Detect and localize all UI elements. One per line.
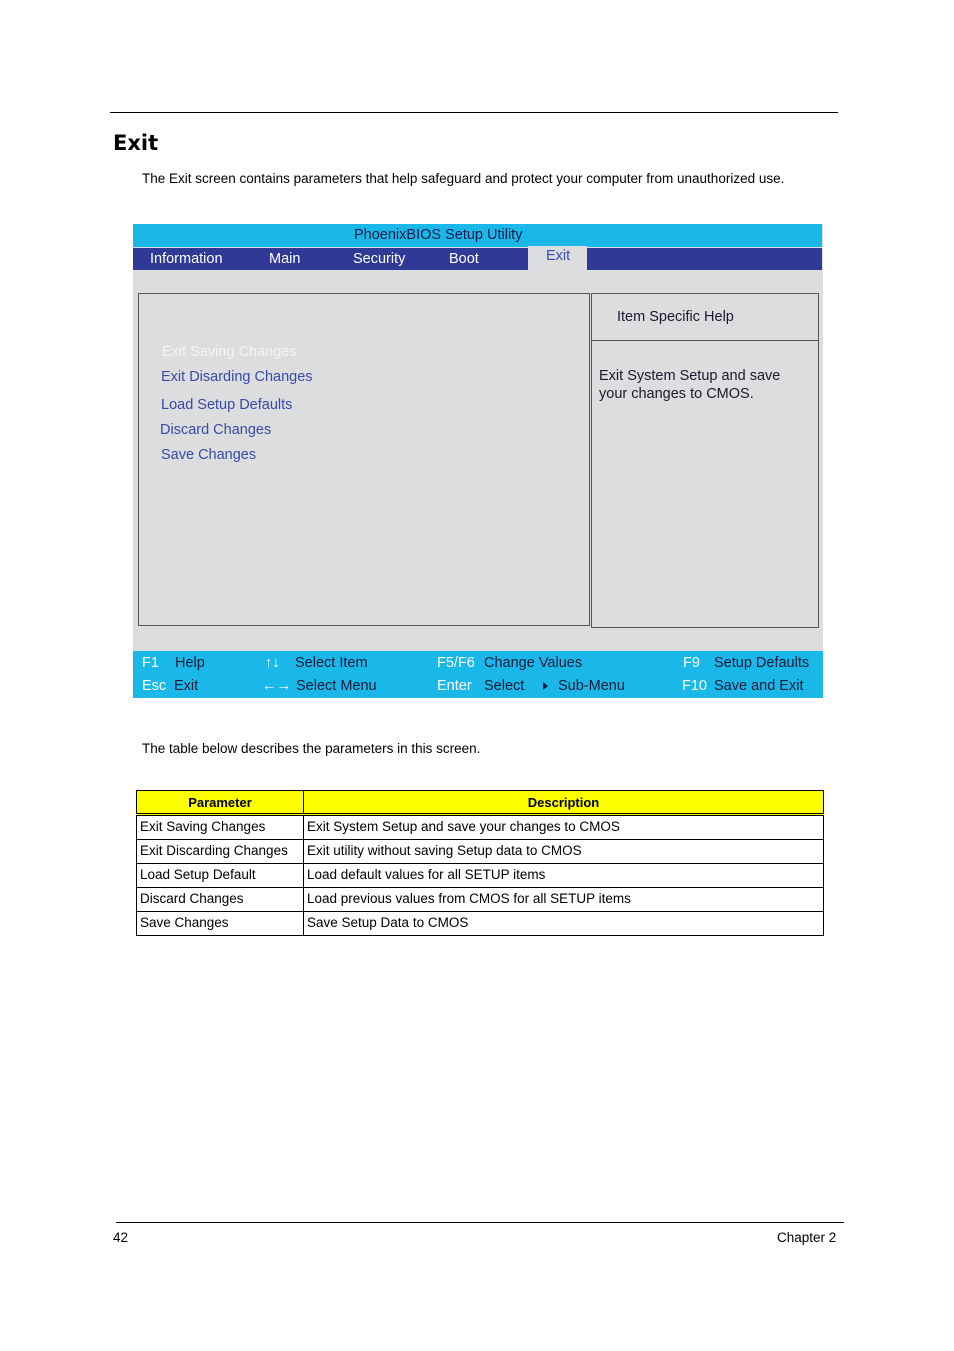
key-save-exit-label: Save and Exit <box>714 678 804 694</box>
table-row <box>137 840 824 864</box>
key-submenu-label: Sub-Menu <box>558 678 625 694</box>
page-number: 42 <box>113 1230 129 1245</box>
key-help-label: Help <box>175 655 205 671</box>
submenu-triangle-icon <box>543 682 548 690</box>
bios-screenshot <box>133 224 823 698</box>
key-esc: Esc <box>142 678 167 694</box>
chapter-label: Chapter 2 <box>777 1230 837 1245</box>
menu-tab-information[interactable]: Information <box>150 251 223 267</box>
up-down-arrows-icon: ↑↓ <box>265 655 280 671</box>
table-intro: The table below describes the parameters in this screen. <box>142 741 481 756</box>
parameter-cell: Discard Changes <box>137 888 304 912</box>
intro-paragraph: The Exit screen contains parameters that help safeguard and protect your computer from unauthorized use. <box>142 171 785 186</box>
left-right-arrows-icon: ←→ <box>262 678 291 694</box>
key-f10: F10 <box>682 678 707 694</box>
header-description: Description <box>304 791 824 815</box>
option-exit-discarding-changes[interactable]: Exit Disarding Changes <box>161 369 313 385</box>
page-title: Exit <box>113 131 159 155</box>
key-exit-label: Exit <box>174 678 199 694</box>
parameter-cell: Exit Saving Changes <box>137 815 304 840</box>
parameter-cell: Save Changes <box>137 912 304 936</box>
table-row <box>137 864 824 888</box>
bios-title-bar <box>133 224 822 247</box>
key-setup-defaults-label: Setup Defaults <box>714 655 810 671</box>
key-f1: F1 <box>142 655 159 671</box>
key-select-label: Select <box>484 678 525 694</box>
option-load-setup-defaults[interactable]: Load Setup Defaults <box>161 397 293 413</box>
menu-tab-exit-label: Exit <box>546 248 571 264</box>
key-enter: Enter <box>437 678 472 694</box>
parameter-cell: Load Setup Default <box>137 864 304 888</box>
menu-tab-security[interactable]: Security <box>353 251 406 267</box>
bottom-rule <box>116 1222 844 1223</box>
option-exit-saving-changes[interactable]: Exit Saving Changes <box>162 344 297 360</box>
help-panel-header <box>592 294 818 341</box>
table-header-row <box>137 791 824 815</box>
top-rule <box>110 112 838 113</box>
table-row <box>137 888 824 912</box>
table-row <box>137 815 824 840</box>
parameters-table <box>136 790 824 936</box>
menu-tab-main[interactable]: Main <box>269 251 301 267</box>
header-parameter: Parameter <box>137 791 304 815</box>
description-cell: Load previous values from CMOS for all SETUP items <box>304 888 824 912</box>
help-text: Exit System Setup and save your changes to CMOS. <box>599 368 781 402</box>
key-select-menu-label: Select Menu <box>296 678 377 694</box>
help-title: Item Specific Help <box>617 309 734 325</box>
key-f5f6: F5/F6 <box>437 655 475 671</box>
option-save-changes[interactable]: Save Changes <box>161 447 257 463</box>
option-discard-changes[interactable]: Discard Changes <box>160 422 272 438</box>
bios-menu-bar <box>133 248 822 270</box>
key-change-values-label: Change Values <box>484 655 583 671</box>
key-f9: F9 <box>683 655 700 671</box>
key-select-item-label: Select Item <box>295 655 368 671</box>
description-cell: Save Setup Data to CMOS <box>304 912 824 936</box>
help-panel <box>591 293 819 628</box>
menu-tab-boot[interactable]: Boot <box>449 251 479 267</box>
menu-tab-exit[interactable] <box>528 246 587 270</box>
key-legend-bar <box>133 651 823 698</box>
description-cell: Load default values for all SETUP items <box>304 864 824 888</box>
description-cell: Exit System Setup and save your changes to CMOS <box>304 815 824 840</box>
parameter-cell: Exit Discarding Changes <box>137 840 304 864</box>
table-row <box>137 912 824 936</box>
bios-title: PhoenixBIOS Setup Utility <box>354 227 523 243</box>
description-cell: Exit utility without saving Setup data to CMOS <box>304 840 824 864</box>
